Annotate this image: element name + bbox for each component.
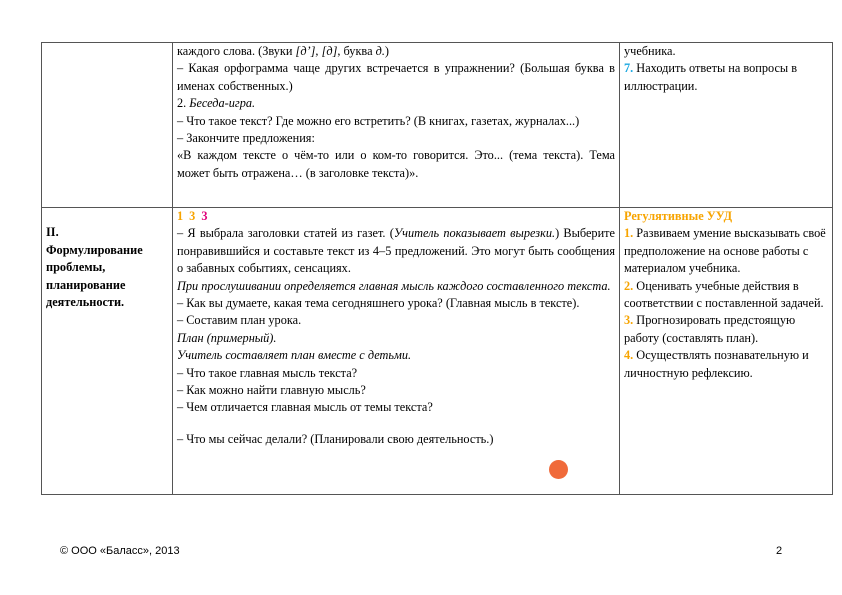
content-line: – Я выбрала заголовки статей из газет. (Учитель показывает вырезки.) Выберите понравившийся и составьте текст из 4–5 предложений. Это могут быть сообщения о забавных событиях, сенсациях. (177, 226, 615, 276)
content-line: – Что такое главная мысль текста? (177, 365, 358, 380)
content-line: – Как можно найти главную мысль? (177, 383, 366, 398)
content-line: – Что такое текст? Где можно его встретить? (В книгах, газетах, журналах...) (177, 113, 580, 128)
content-line: 2. Беседа-игра. (177, 96, 256, 111)
content-line: – Как вы думаете, какая тема сегодняшнего урока? (Главная мысль в тексте). (177, 296, 580, 311)
content-line: – Составим план урока. (177, 313, 302, 328)
stage-title: II. Формулирование проблемы, планирование деятельности. (46, 225, 143, 310)
content-line: – Какая орфограмма чаще других встречается в упражнении? (Большая буква в именах собственных.) (177, 61, 615, 93)
content-cell (173, 43, 620, 208)
uud-line: 7. Находить ответы на вопросы в иллюстрации. (624, 61, 798, 93)
footer-copyright: © ООО «Баласс», 2013 (60, 545, 180, 557)
uud-line: учебника. (624, 44, 676, 58)
stage-cell (42, 208, 173, 495)
content-line: «В каждом тексте о чём-то или о ком-то говорится. Это... (тема текста). Тема может быть отражена… (в заголовке текста)». (177, 148, 615, 180)
uud-item: 3. Прогнозировать предстоящую работу (составлять план). (624, 313, 796, 345)
content-line: – Чем отличается главная мысль от темы текста? (177, 400, 433, 415)
uud-item: 2. Оценивать учебные действия в соответствии с поставленной задачей. (624, 278, 824, 311)
content-line: План (примерный). (177, 330, 277, 345)
content-line: каждого слова. (Звуки [д’], [д], буква д.) (177, 44, 390, 58)
table-row (42, 208, 833, 495)
content-line: Учитель составляет план вместе с детьми. (177, 348, 412, 363)
uud-item: 4. Осуществлять познавательную и личностную рефлексию. (624, 348, 809, 380)
uud-cell (620, 43, 833, 208)
step-numbers: 1 3 3 (177, 209, 208, 223)
blank-line (177, 417, 615, 431)
content-cell (173, 208, 620, 495)
orange-circle-marker (549, 460, 568, 479)
lesson-table (41, 42, 833, 495)
uud-cell (620, 208, 833, 495)
uud-title: Регулятивные УУД (624, 209, 733, 223)
content-line: – Что мы сейчас делали? (Планировали свою деятельность.) (177, 431, 494, 446)
page-number: 2 (776, 545, 783, 557)
table-row (42, 43, 833, 208)
uud-item: 1. Развиваем умение высказывать своё предположение на основе работы с материалом учебника. (624, 226, 826, 276)
content-line: – Закончите предложения: (177, 131, 315, 146)
stage-cell (42, 43, 173, 208)
content-line: При прослушивании определяется главная мысль каждого составленного текста. (177, 278, 611, 293)
